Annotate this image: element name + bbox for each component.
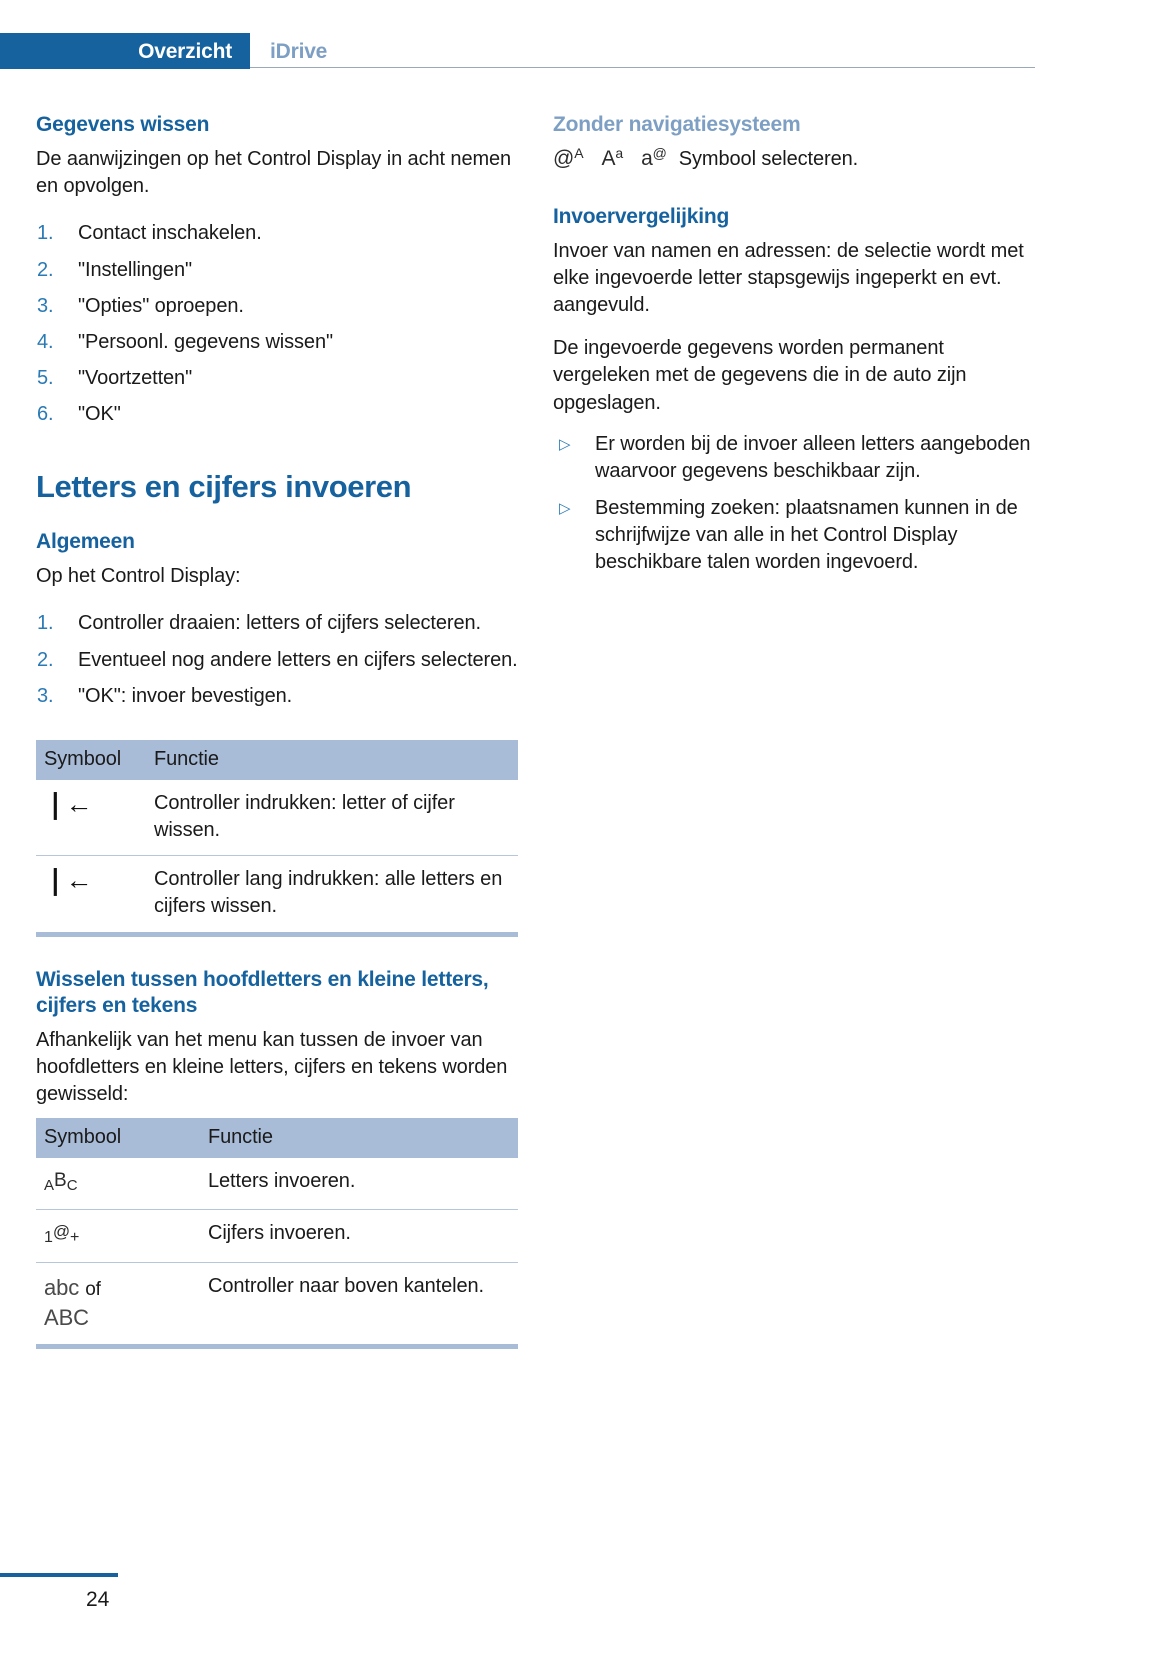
abc-part-b: B [54,1170,67,1192]
triangle-bullet-icon: ▷ [559,500,571,518]
abc-part-a: A [44,1177,55,1195]
heading-zonder-navigatiesysteem: Zonder navigatiesysteem [553,113,801,136]
backspace-long-icon: ❘← [44,865,92,896]
cell-symbol [36,1262,200,1347]
paragraph-gegevens-wissen-intro: De aanwijzingen op het Control Display in acht nemen en opvolgen. [36,148,512,198]
cell-function: Controller lang indrukken: alle letters en cijfers wissen. [146,856,518,934]
step-text: "Instellingen" [78,258,192,281]
case-lower: abc [44,1274,80,1300]
at-caps-a-icon [553,144,583,174]
num-part-at: @ [52,1222,70,1242]
letters-abc-icon [44,1168,78,1198]
table-row [36,1262,518,1347]
bullet-text: Bestemming zoeken: plaatsnamen kunnen in de schrijfwijze van alle in het Control Display beschikbare talen worden ingevoerd. [595,497,1018,574]
caps-a-lower-a-icon [601,144,623,174]
list-item [36,329,518,356]
chapter-title: Letters en cijfers invoeren [36,468,412,504]
num-part-1: 1 [44,1229,53,1247]
step-number: 1. [37,222,54,245]
left-column [36,112,518,1349]
cell-function: Controller indrukken: letter of cijfer wissen. [154,791,455,842]
symbol-function-table-1 [36,740,518,937]
case-conjunction: of [85,1278,101,1300]
step-number: 3. [37,684,54,707]
table-bottom-rule [36,1347,518,1350]
symbol-select-row [553,144,1037,174]
step-number: 5. [37,367,54,390]
lowera-base: a [641,147,653,171]
step-text: "OK" [78,403,121,426]
list-item [36,365,518,392]
table-row [36,780,518,856]
header-tab-label: Overzicht [138,40,232,63]
step-number: 2. [37,258,54,281]
column-header-symbool: Symbool [36,740,146,780]
list-item [36,647,518,674]
list-item [36,401,518,428]
table-bottom-rule-cell [36,1347,518,1350]
num-part-plus: + [69,1229,80,1247]
cell-function: Letters invoeren. [208,1170,356,1193]
column-header-symbool: Symbool [36,1118,200,1158]
table-row [36,856,518,934]
lowera-superscript: @ [652,145,667,162]
at-superscript: A [574,145,584,162]
paragraph-invoervergelijking-2: De ingevoerde gegevens worden permanent vergeleken met de gegevens die in de auto zijn opgeslagen. [553,337,967,414]
list-item [553,431,1037,485]
step-number: 2. [37,648,54,671]
table-header-row [36,740,518,780]
abc-part-c: C [66,1177,78,1195]
step-text: "Voortzetten" [78,367,193,390]
list-item [553,495,1037,577]
paragraph-invoervergelijking-1: Invoer van namen en adressen: de selectie wordt met elke ingevoerde letter stapsgewijs ingeperkt en evt. aangevuld. [553,239,1024,316]
step-text: "Persoonl. gegevens wissen" [78,330,333,353]
page-header [0,33,1165,69]
table-row [36,1158,518,1210]
steps-algemeen [36,610,518,710]
footer-divider [0,1573,118,1577]
list-item [36,257,518,284]
header-tab-overzicht[interactable] [0,33,250,69]
numbers-icon [44,1220,79,1250]
header-divider [250,67,1035,68]
paragraph-algemeen-intro: Op het Control Display: [36,565,241,588]
heading-invoervergelijking: Invoervergelijking [553,204,730,228]
step-text: Eventueel nog andere letters en cijfers selecteren. [78,648,518,671]
heading-gegevens-wissen: Gegevens wissen [36,113,210,136]
bullet-text: Er worden bij de invoer alleen letters aangeboden waarvoor gegevens beschikbaar zijn. [595,432,1031,482]
cell-symbol [36,780,146,856]
header-subtab-idrive[interactable]: iDrive [270,40,328,63]
right-column [553,112,1037,577]
symbol-select-label: Symbool selecteren. [678,148,859,171]
list-item [36,220,518,247]
column-header-functie: Functie [146,740,518,780]
step-text: Contact inschakelen. [78,222,262,245]
lower-a-at-icon [641,144,667,174]
step-text: "OK": invoer bevestigen. [78,684,293,707]
at-base: @ [553,147,575,171]
heading-algemeen: Algemeen [36,530,135,554]
cell-symbol [36,856,146,934]
triangle-bullet-icon: ▷ [559,435,571,453]
cell-symbol [36,1210,200,1262]
list-item [36,610,518,637]
list-item [36,683,518,710]
cell-function: Cijfers invoeren. [200,1210,518,1262]
cell-function: Controller naar boven kantelen. [200,1262,518,1347]
column-header-functie: Functie [200,1118,518,1158]
paragraph-wisselen-intro: Afhankelijk van het menu kan tussen de invoer van hoofdletters en kleine letters, cijfers en tekens worden gewisseld: [36,1028,508,1106]
step-number: 3. [37,294,54,317]
case-upper: ABC [44,1305,89,1330]
backspace-icon: ❘← [44,788,92,819]
list-item [36,293,518,320]
table-row [36,1210,518,1262]
step-number: 4. [37,330,54,353]
step-text: Controller draaien: letters of cijfers selecteren. [78,612,481,635]
step-number: 1. [37,612,54,635]
step-number: 6. [37,403,54,426]
capsa-superscript: a [615,145,624,162]
steps-gegevens-wissen [36,220,518,428]
bullets-invoervergelijking [553,431,1037,577]
page-number: 24 [86,1588,110,1611]
cell-symbol [36,1158,200,1210]
heading-wisselen-hoofdletters: Wisselen tussen hoofdletters en kleine letters, cijfers en tekens [36,967,489,1017]
step-text: "Opties" oproepen. [78,294,244,317]
table-header-row [36,1118,518,1158]
symbol-function-table-2 [36,1118,518,1349]
case-toggle-icon [44,1273,200,1303]
capsa-base: A [601,147,616,171]
